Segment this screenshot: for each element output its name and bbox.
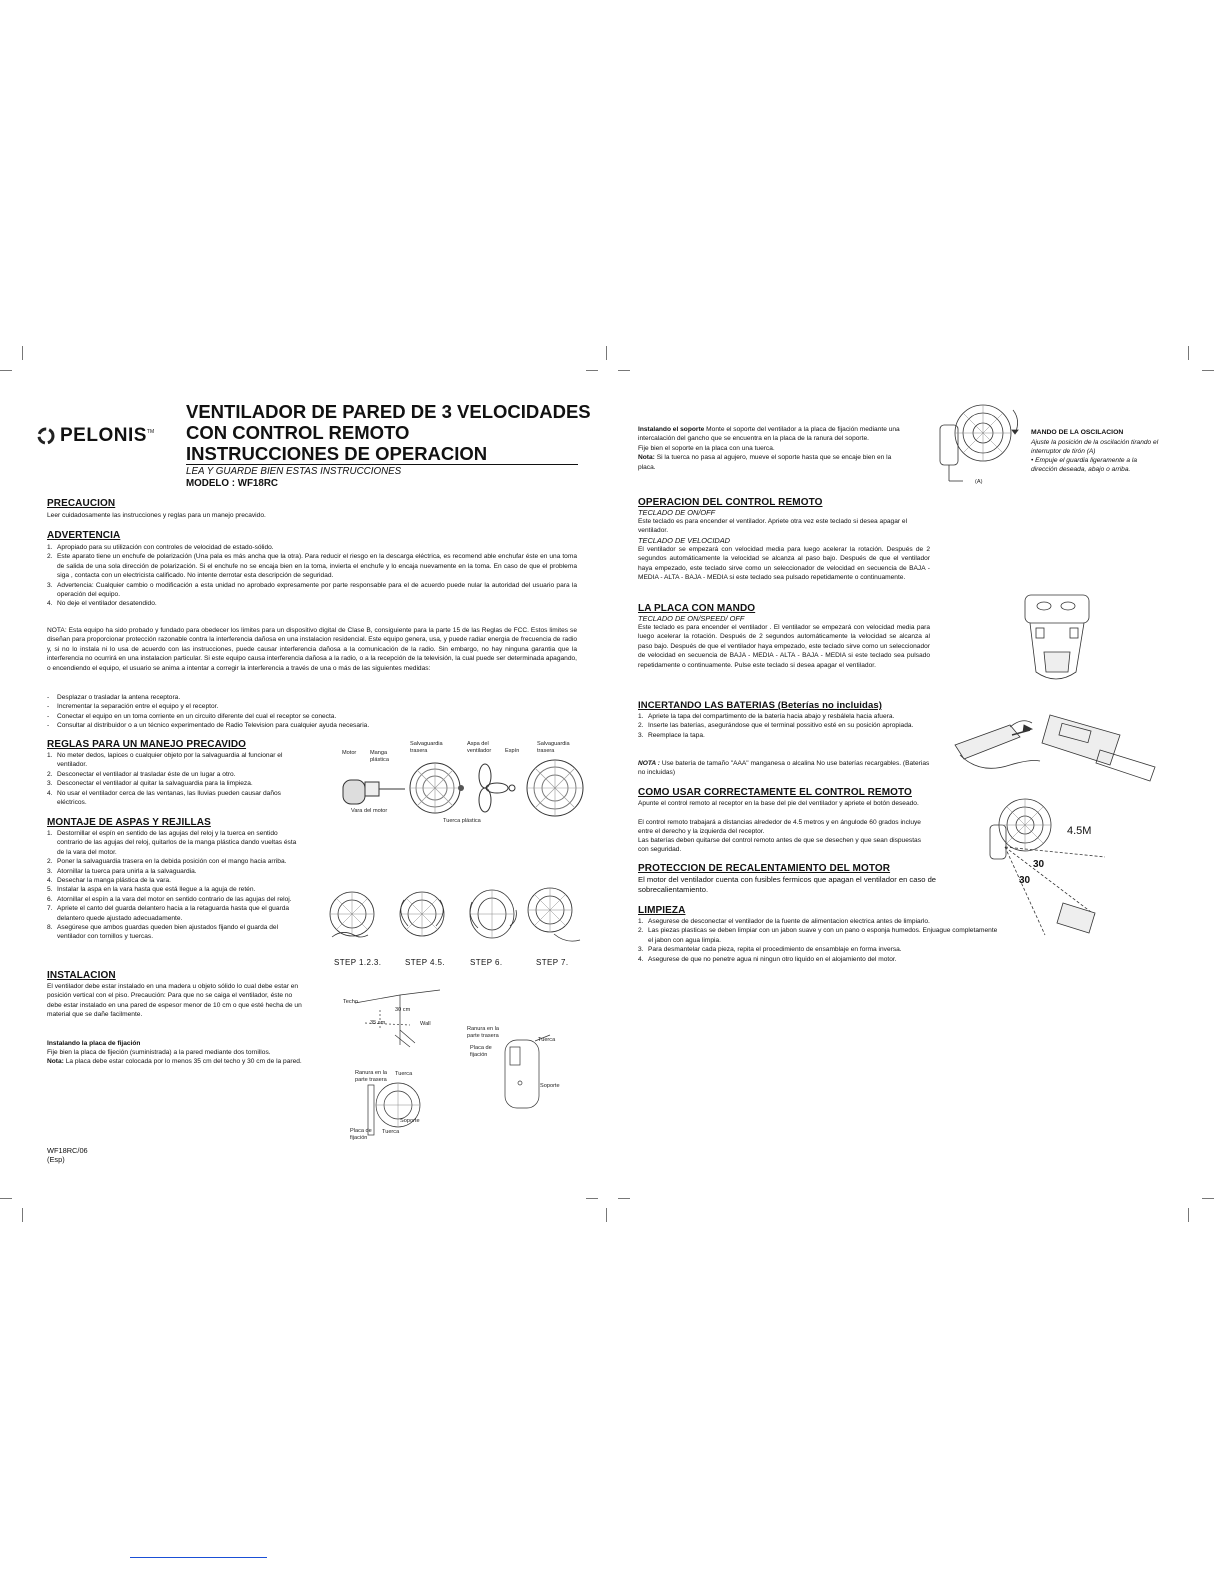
label-ranura-2: Ranura en la parte trasera — [355, 1070, 388, 1083]
advertencia-list — [47, 543, 577, 609]
limpieza-list — [638, 917, 998, 964]
precaucion-text: Leer cuidadosamente las instrucciones y reglas para un manejo precavido. — [47, 512, 266, 519]
list-item: 5. Instalar la aspa en la vara hasta que está llegue a la aguja de retén. — [47, 886, 256, 894]
usar-control-text2: El control remoto trabajará a distancias alrededor de 4.5 metros y en ángulode 60 grados incluye entre el derecho y la izquierda del receptor. — [638, 819, 921, 836]
label-salv-trasera: Salvaguardia trasera — [410, 741, 443, 754]
control-remoto-heading: OPERACION DEL CONTROL REMOTO — [638, 497, 823, 508]
label-35cm: 35 cm — [370, 1020, 386, 1026]
list-item: 2. Este aparato tiene un enchufe de polarización (Una pala es más ancha que la otra). Para reducir el riesgo en la descarga eléctrica, es recomend able enchufar éste en una toma de salida de una sola dirección de polarización. Si el enchufe no se encaja bien en la toma, invierta el enchufe y lo encaja nuevamente en la toma. En caso de que el problema siga , contacta con un electricista calificado. No intente derrotar esta descripción de seguridad. — [47, 553, 577, 580]
list-item: - Incrementar la separación entre el equipo y el receptor. — [47, 703, 219, 711]
placa-note-label: Nota: — [47, 1058, 64, 1065]
list-item: - Consultar al distribuidor o a un técnico experimentado de Radio Television para cualquier ayuda necesaria. — [47, 722, 370, 730]
label-motor: Motor — [342, 750, 357, 756]
title-line1: VENTILADOR DE PARED DE 3 VELOCIDADES — [186, 401, 591, 422]
list-item: 4. No deje el ventilador desatendido. — [47, 600, 157, 608]
list-item: 2. Poner la salvaguardia trasera en la debida posición con el mango hacia arriba. — [47, 858, 287, 866]
label-soporte-1: Soporte — [540, 1083, 560, 1089]
step-illustrations — [322, 882, 587, 972]
list-item: 6. Atornillar el espín a la vara del motor en sentido contrario de las agujas del reloj. — [47, 895, 292, 903]
medidas-list — [47, 693, 577, 731]
montaje-heading: MONTAJE DE ASPAS Y REJILLAS — [47, 817, 211, 828]
list-item: 1. Apropiado para su utilización con controles de velocidad de estado-sólido. — [47, 544, 274, 551]
list-item: 2. Las piezas plasticas se deben limpiar con un jabon suave y con un pano o esponja humedos. Enjuague completamente el jabon con agua limpia. — [638, 927, 998, 944]
proteccion-text: El motor del ventilador cuenta con fusibles fermicos que apagan el ventilador en caso de sobrecalientamiento. — [638, 875, 937, 894]
blue-rule — [130, 1557, 267, 1558]
limpieza-heading: LIMPIEZA — [638, 905, 686, 916]
label-tuerca: Tuerca plástica — [443, 818, 481, 824]
label-placa-2: Placa de fijación — [350, 1128, 372, 1141]
label-soporte-2: Soporte — [400, 1118, 420, 1124]
footer-code — [47, 1146, 88, 1165]
list-item: - Desplazar o trasladar la antena receptora. — [47, 694, 181, 701]
placa-mando-heading: LA PLACA CON MANDO — [638, 603, 756, 614]
label-wall: Wall — [420, 1021, 431, 1027]
label-ranura-1: Ranura en la parte trasera — [467, 1026, 500, 1039]
list-item: 7. Apriete el canto del guarda delantero hacia a la retaguarda hasta que el guarda delantero quede ajustado adecuadamente. — [47, 905, 290, 922]
label-tuerca-1: Tuerca — [538, 1037, 556, 1043]
range-svg — [985, 785, 1115, 945]
list-item: 1. Apriete la tapa del compartimento de la batería hacia abajo y resbálela hacia afuera. — [638, 713, 895, 720]
reglas-list — [47, 751, 299, 807]
baterias-heading: INCERTANDO LAS BATERIAS (Beterías no incluidas) — [638, 700, 882, 711]
range-distance: 4.5M — [1067, 825, 1092, 837]
placa-note — [47, 1057, 327, 1066]
label-manga: Manga plástica — [370, 750, 389, 763]
soporte-note: Nota: Si la tuerca no pasa al agujero, mueve el soporte hasta que se encaje bien en la placa. — [638, 454, 892, 471]
installation-diagram — [340, 985, 570, 1145]
list-item: 4. Desechar la manga plástica de la vara. — [47, 877, 171, 885]
label-30cm: 30 cm — [395, 1007, 411, 1013]
list-item: 1. Destornillar el espín en sentido de las agujas del reloj y la tuerca en sentido contrario de las agujas del reloj, quitarlos de la manga plástica dando vueltas ésta de la vara del motor. — [47, 830, 297, 856]
label-aspa: Aspa del ventilador — [467, 741, 492, 754]
placa-text: Fije bien la placa de fijeción (suministrada) a la pared mediante dos tornillos. — [47, 1049, 271, 1056]
instalacion-heading: INSTALACION — [47, 970, 116, 981]
list-item: 8. Asegúrese que ambos guardas queden bien ajustados fijando el guarda del ventilador con tornillos y tuercas. — [47, 924, 279, 941]
oscillation-illustration — [935, 395, 1025, 487]
instalacion-text: El ventilador debe estar instalado en una madera u objeto sólido lo cual debe estar en posición vertical con el piso. Precaución: Para que no se caiga el ventilador, éste no debe estar instalado en una pared de espesor menor de 10 cm o que esté hecha de un material que se dañe facilmente. — [47, 983, 302, 1019]
list-item: - Conectar el equipo en un toma corriente en un circuito diferente del cual el receptor se conecta. — [47, 712, 337, 720]
label-techo: Techo — [343, 999, 358, 1005]
usar-control-text: Apunte el control remoto al receptor en la base del pie del ventilador y apriete el botón deseado. — [638, 800, 919, 807]
label-tuerca-2: Tuerca — [395, 1071, 413, 1077]
list-item: 1. No meter dedos, lapices o cualquier objeto por la salvaguardia al funcionar el ventilador. — [47, 752, 283, 769]
parts-diagram — [335, 738, 585, 830]
list-item: 1. Asegurese de desconectar el ventilador de la fuente de alimentacion electrica antes de limpiarlo. — [638, 918, 930, 925]
montaje-list — [47, 829, 303, 942]
control-remoto-sub2: TECLADO DE VELOCIDAD — [638, 536, 730, 545]
label-tuerca-3: Tuerca — [382, 1129, 400, 1135]
soporte-line2: Fije bien el soporte en la placa con una tuerca. — [638, 444, 775, 452]
placa-mando-sub: TECLADO DE ON/SPEED/ OFF — [638, 614, 745, 623]
brand-name: PELONIS — [60, 425, 147, 446]
soporte-block — [638, 425, 910, 472]
control-remoto-text1: Este teclado es para encender el ventilador. Apriete otra vez este teclado si desea apagar el ventilador. — [638, 518, 908, 535]
baterias-list — [638, 712, 930, 740]
soporte-note-label: Nota: — [638, 454, 655, 462]
placa-note-text: La placa debe estar colocada por lo menos 35 cm del techo y 30 cm de la pared. — [65, 1058, 302, 1065]
baterias-nota-label: NOTA : — [638, 760, 660, 767]
step-label-2: STEP 4.5. — [405, 958, 445, 967]
list-item: 3. Advertencia: Cualquier cambio o modificación a esta unidad no aprobado expresamente por parte responsable para el de acuerdo puede nular la autoridad del usuario para la operación del equipo. — [47, 581, 577, 599]
list-item: 3. Desconectar el ventilador al quitar la salvaguardia para la limpieza. — [47, 780, 253, 788]
usar-control-text3: Las baterías deben quitarse del control remoto antes de que se desechen y que sean dispuestas con seguridad. — [638, 837, 921, 854]
step-label-3: STEP 6. — [470, 958, 503, 967]
label-placa-1: Placa de fijación — [470, 1045, 492, 1058]
installation-svg — [340, 985, 570, 1145]
range-illustration — [985, 785, 1115, 945]
list-item: 3. Atornillar la tuerca para unirla a la salvaguardia. — [47, 867, 197, 875]
placa-heading: Instalando la placa de fijación — [47, 1040, 141, 1047]
oscilacion-heading: MANDO DE LA OSCILACION — [1031, 429, 1124, 436]
title-line2: CON CONTROL REMOTO — [186, 422, 410, 443]
brand-tm: TM — [146, 429, 155, 435]
list-item: 2. Inserte las baterías, asegurándose que el terminal possitivo esté en su posición apropiada. — [638, 722, 914, 730]
range-angle-2: 30 — [1019, 875, 1031, 886]
doc-title — [186, 401, 591, 465]
list-item: 3. Reemplace la tapa. — [638, 731, 705, 739]
base-buttons-svg — [1022, 592, 1092, 688]
step-label-4: STEP 7. — [536, 958, 569, 967]
label-vara: Vara del motor — [351, 808, 388, 814]
footer-language: (Esp) — [47, 1155, 65, 1165]
control-remoto-sub1: TECLADO DE ON/OFF — [638, 508, 716, 517]
control-remoto-text2: El ventilador se empezará con velocidad media para luego acelerar la rotación. Después de 2 segundos automáticamente la velocidad se alcanza al paso bajo. Después de que el ventilador haya empezado, este teclado sirve como un seleccionador de velocidad en secuencia de BAJA - MEDIA - ALTA - BAJA - MEDIA si este teclado sea pulsado repetidamente o continuamente. — [638, 546, 930, 582]
list-item: 4. Asegurese de que no penetre agua ni ningun otro liquido en el alojamiento del motor. — [638, 955, 897, 963]
soporte-text: Monte el soporte del ventilador a la placa de fijación mediante una intercalación del gancho que se encuentra en la placa de la ranura del soporte. — [638, 426, 900, 443]
label-espin: Espín — [505, 748, 520, 754]
oscilacion-line1: Ajuste la posición de la oscilación tirando el interruptor de tirón (A) — [1031, 439, 1159, 456]
soporte-label: Instalando el soporte — [638, 426, 705, 433]
baterias-nota — [638, 759, 930, 778]
step-hands-svg — [322, 882, 587, 952]
list-item: 4. No usar el ventilador cerca de las ventanas, las lluvias pueden causar daños eléctricos. — [47, 789, 281, 807]
baterias-nota-text: Use batería de tamaño "AAA" manganesa o alcalina No use baterías recargables. (Baterias no incluidas) — [638, 760, 930, 777]
brand-logo — [36, 425, 154, 447]
precaucion-heading: PRECAUCION — [47, 498, 116, 509]
parts-exploded-svg — [335, 760, 585, 822]
usar-control-heading: COMO USAR CORRECTAMENTE EL CONTROL REMOTO — [638, 787, 912, 798]
battery-remote-svg — [950, 695, 1165, 785]
step-label-1: STEP 1.2.3. — [334, 958, 382, 967]
nota-fcc: NOTA: Esta equipo ha sido probado y fundado para obedecer los limites para un dispositivo digital de Clase B, consiguiente para la parte 15 de las Reglas de FCC. Estos limites se diseñan para proporcionar protección razonable contra la interferencia dañosa en una instalacion residencial. Este equipo genera, usa, y puede radiar energia de frecuencia de radio y, si no lo instala ni lo usa de acuerdo con las instrucciones, puede causar interferencia dañosa a la comunicación de la radio. Sin embargo, no hay ninguna garantia que la interferencia no ocurrirá en una instalacion particular. Si este equipo causa interferencia dañosa a la radio, o a la recepción de la televisión, la cual puede ser determinada apagando, o encendiendo el equipo, el usuario se anima a intentar a corregir la interferencia a través de una o más de las siguientes medidas: — [47, 627, 577, 672]
reglas-heading: REGLAS PARA UN MANEJO PRECAVIDO — [47, 739, 247, 750]
footer-model-code: WF18RC/06 — [47, 1146, 88, 1155]
battery-illustration — [950, 695, 1165, 785]
proteccion-heading: PROTECCION DE RECALENTAMIENTO DEL MOTOR — [638, 863, 891, 874]
placa-mando-text: Este teclado es para encender el ventilador . El ventilador se empezará con velocidad media para luego acelerar la rotación. Después de 2 segundos automáticamente la velocidad se alcanza al paso bajo. Después de que el ventilador haya empezado, este teclado sirve como un seleccionador de velocidad en secuencia de BAJA - MEDIA - ALTA - BAJA - MEDIA si este teclado sea pulsado repetidamente o continuamente. Pulse este teclado si desea apagar el ventilador. — [638, 624, 930, 669]
pelonis-logo-icon — [36, 426, 56, 446]
base-illustration — [1022, 592, 1092, 688]
list-item: 2. Desconectar el ventilador al trasladar éste de un lugar a otro. — [47, 770, 236, 778]
title-line3: INSTRUCCIONES DE OPERACION — [186, 443, 578, 465]
doc-model: MODELO : WF18RC — [186, 478, 278, 489]
advertencia-heading: ADVERTENCIA — [47, 530, 121, 541]
oscilacion-line2: • Empuje el guardia ligeramente a la dirección deseada, abajo o arriba. — [1031, 457, 1138, 474]
list-item: 3. Para desmantelar cada pieza, repita el procedimiento de ensamblaje en forma inversa. — [638, 946, 902, 954]
range-angle-1: 30 — [1033, 859, 1045, 870]
doc-subtitle: LEA Y GUARDE BIEN ESTAS INSTRUCCIONES — [186, 466, 402, 477]
fan-oscillation-svg — [935, 395, 1025, 487]
oscilacion-marker: (A) — [975, 479, 983, 485]
label-salv-trasera-2: Salvaguardia trasera — [537, 741, 570, 754]
